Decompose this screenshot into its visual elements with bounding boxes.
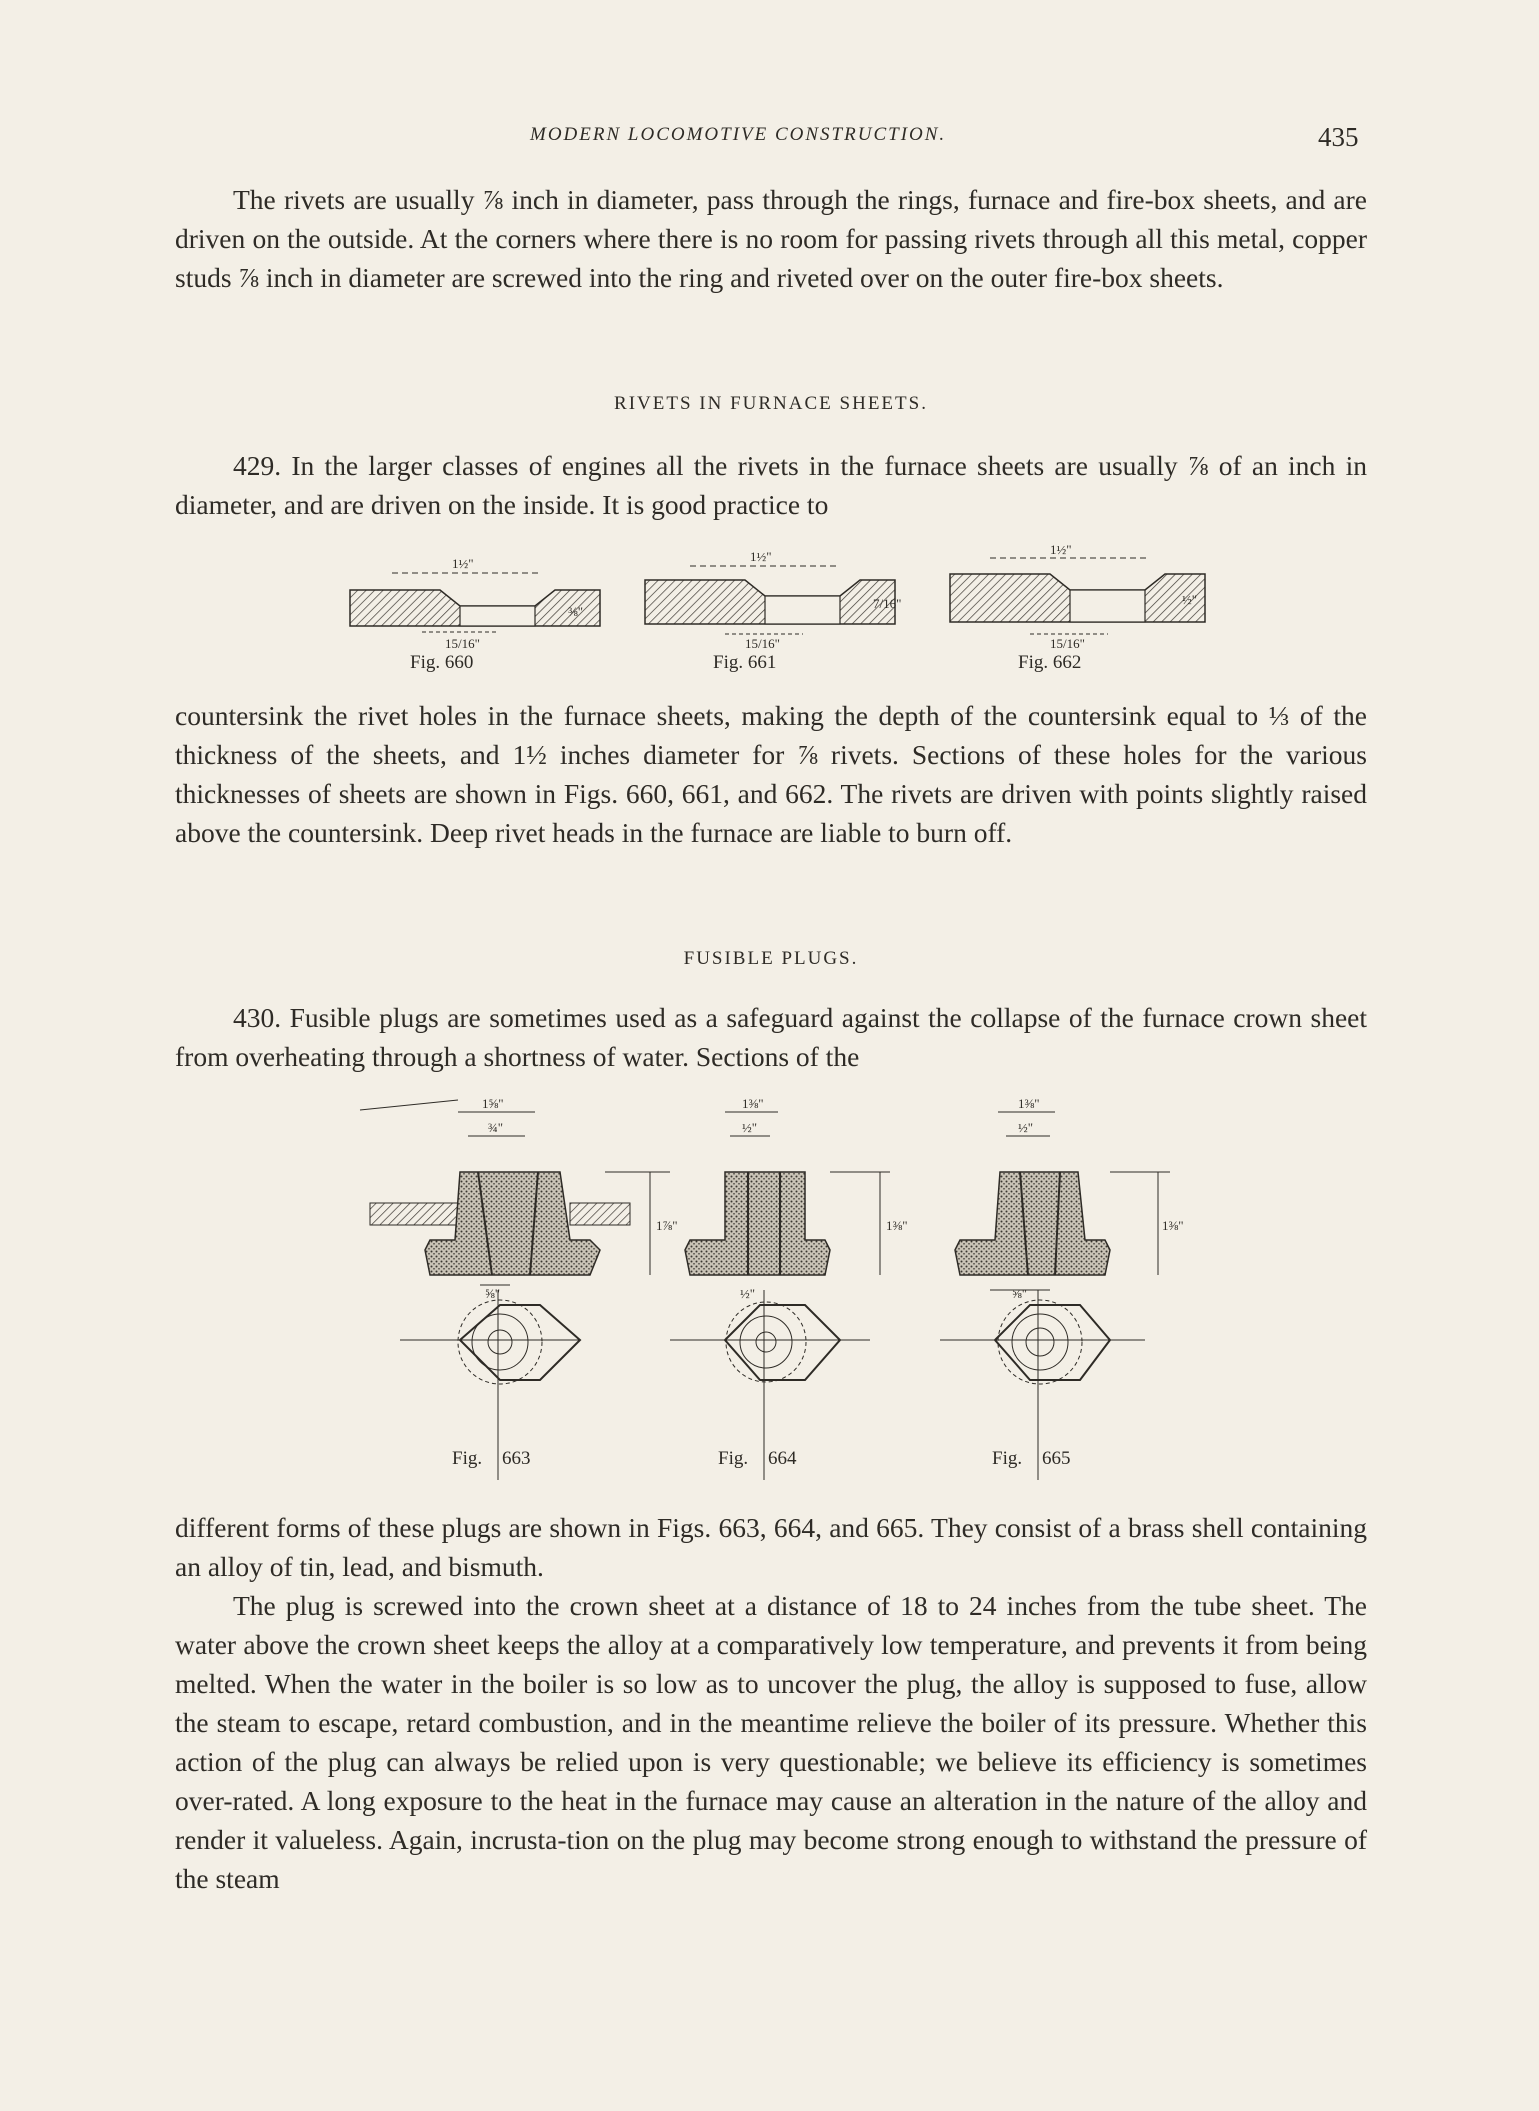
page-number: 435: [1318, 122, 1359, 152]
figure-661: [645, 549, 901, 673]
plug-figures: [360, 1096, 1184, 1480]
fig-665-label-a: Fig.: [992, 1448, 1023, 1469]
fig-661-bottom-dim: 15/16": [745, 636, 780, 651]
fig-663-dim-bottom: ⅝": [485, 1286, 501, 1301]
figure-665: [940, 1096, 1184, 1480]
paragraph-430-cont: different forms of these plugs are shown in Figs. 663, 664, and 665. They consist of a brass shell containing an alloy of tin, lead, and bismuth.: [175, 1512, 1367, 1582]
fig-661-top-dim: 1½": [750, 549, 772, 564]
figure-660: [350, 556, 600, 673]
fig-664-dim-bottom: ½": [740, 1286, 756, 1301]
fig-661-label: Fig. 661: [713, 652, 777, 673]
fig-663-dim-height: 1⅞": [656, 1218, 678, 1233]
fig-663-dim-outer: 1⅝": [482, 1096, 504, 1111]
fig-662-top-dim: 1½": [1050, 542, 1072, 557]
running-title: MODERN LOCOMOTIVE CONSTRUCTION.: [530, 124, 947, 145]
figure-663: [360, 1096, 678, 1480]
fig-663-label-a: Fig.: [452, 1448, 483, 1469]
fig-662-bottom-dim: 15/16": [1050, 636, 1085, 651]
fig-665-dim-height: 1⅜": [1162, 1218, 1184, 1233]
paragraph-430-start: 430. Fusible plugs are sometimes used as a safeguard against the collapse of the furnace crown sheet from overheating through a shortness of water. Sections of the: [175, 1002, 1367, 1072]
rivet-figures: [340, 542, 1220, 678]
fig-660-side-dim: ⅜": [568, 604, 584, 619]
fig-660-bottom-dim: 15/16": [445, 636, 480, 651]
paragraph-429-cont: countersink the rivet holes in the furnace sheets, making the depth of the countersink equal to ⅓ of the thickness of the sheets, and 1½ inches diameter for ⅞ rivets. Sections of these holes for the various thicknesses of sheets are shown in Figs. 660, 661, and 662. The rivets are driven with points slightly raised above the countersink. Deep rivet heads in the furnace are liable to burn off.: [175, 700, 1367, 848]
figure-662: [950, 542, 1205, 673]
fig-663-dim-inner: ¾": [488, 1120, 504, 1135]
fig-664-dim-inner: ½": [742, 1120, 758, 1135]
paragraph-intro: The rivets are usually ⅞ inch in diameter, pass through the rings, furnace and fire-box sheets, and are driven on the outside. At the corners where there is no room for passing rivets through all this metal, copper studs ⅞ inch in diameter are screwed into the ring and riveted over on the outer fire-box sheets.: [175, 184, 1367, 293]
fig-661-side-dim: 7/16": [873, 596, 902, 611]
fig-664-label-b: 664: [768, 1448, 797, 1469]
paragraph-plug: The plug is screwed into the crown sheet at a distance of 18 to 24 inches from the tube sheet. The water above the crown sheet keeps the alloy at a comparatively low temperature, and prevents it from being melted. When the water in the boiler is so low as to uncover the plug, the alloy is supposed to fuse, allow the steam to escape, retard combustion, and in the meantime relieve the boiler of its pressure. Whether this action of the plug can always be relied upon is very questionable; we believe its efficiency is sometimes over-rated. A long exposure to the heat in the furnace may cause an alteration in the nature of the alloy and render it valueless. Again, incrusta-tion on the plug may become strong enough to withstand the pressure of the steam: [175, 1590, 1367, 1894]
fig-665-dim-bottom: ⅝": [1012, 1286, 1028, 1301]
fig-664-dim-height: 1⅜": [886, 1218, 908, 1233]
section-heading-plugs: FUSIBLE PLUGS.: [683, 948, 859, 969]
fig-665-dim-inner: ½": [1018, 1120, 1034, 1135]
fig-664-label-a: Fig.: [718, 1448, 749, 1469]
fig-662-side-dim: ½": [1182, 592, 1198, 607]
fig-660-top-dim: 1½": [452, 556, 474, 571]
fig-663-label-b: 663: [502, 1448, 531, 1469]
fig-664-dim-outer: 1⅜": [742, 1096, 764, 1111]
fig-665-dim-outer: 1⅜": [1018, 1096, 1040, 1111]
section-heading-rivets: RIVETS IN FURNACE SHEETS.: [614, 393, 928, 414]
fig-662-label: Fig. 662: [1018, 652, 1082, 673]
figure-664: [670, 1096, 908, 1480]
fig-660-label: Fig. 660: [410, 652, 474, 673]
fig-665-label-b: 665: [1042, 1448, 1071, 1469]
paragraph-429-start: 429. In the larger classes of engines all the rivets in the furnace sheets are usually ⅞ of an inch in diameter, and are driven on the inside. It is good practice to: [175, 450, 1367, 520]
